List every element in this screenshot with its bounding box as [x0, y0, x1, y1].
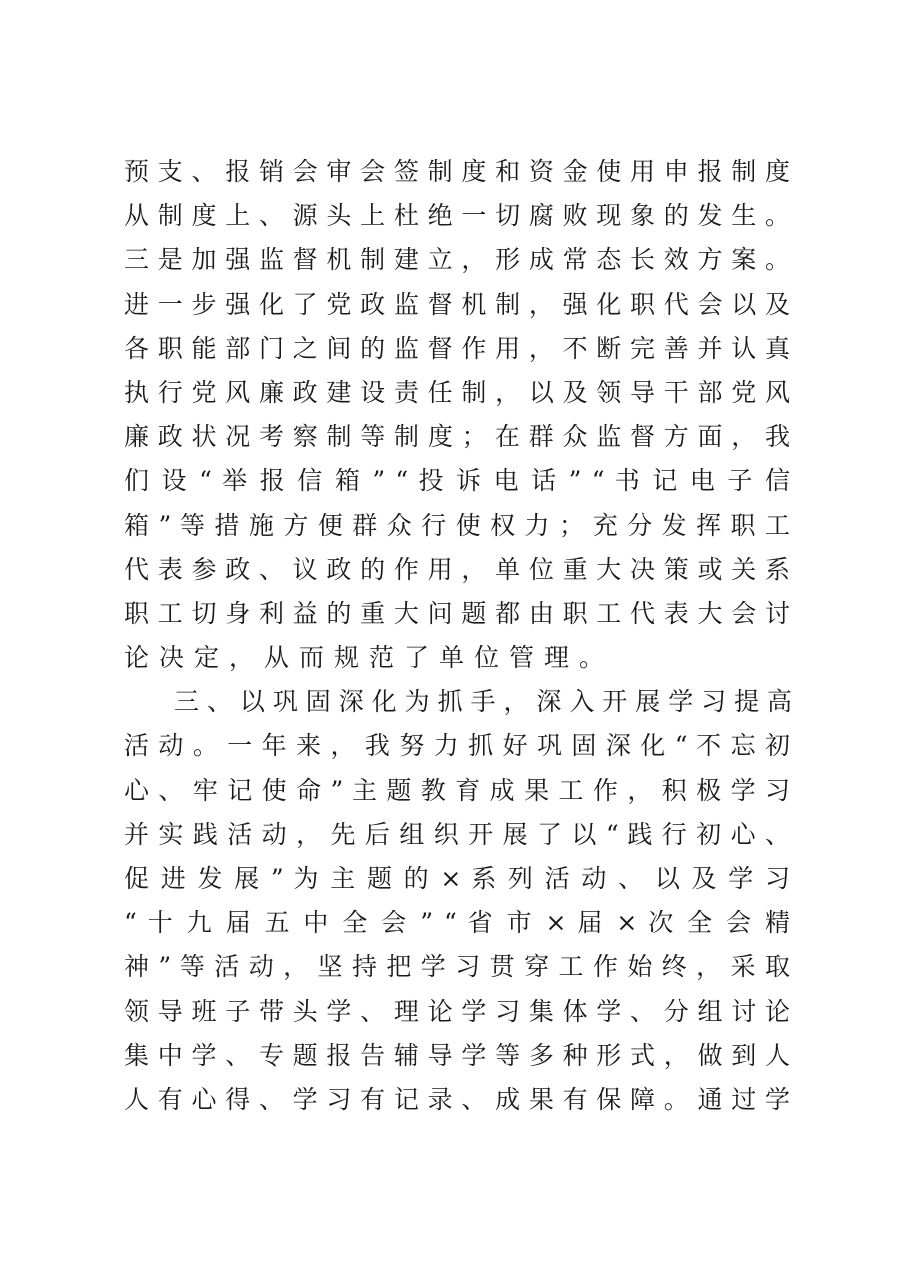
- text-line: 神 ” 等 活 动 ， 坚 持 把 学 习 贯 穿 工 作 始 终 ， 采 取: [124, 952, 790, 982]
- text-line: “ 十 九 届 五 中 全 会 ” “ 省 市 × 届 × 次 全 会 精: [124, 908, 790, 938]
- text-line: 促 进 发 展 ” 为 主 题 的 × 系 列 活 动 、 以 及 学 习: [124, 864, 790, 893]
- text-line: 箱 ” 等 措 施 方 便 群 众 行 使 权 力 ； 充 分 发 挥 职 工: [124, 510, 790, 540]
- text-line: 从 制 度 上 、 源 头 上 杜 绝 一 切 腐 败 现 象 的 发 生 。: [124, 201, 790, 231]
- text-line: 代 表 参 政 、 议 政 的 作 用 ， 单 位 重 大 决 策 或 关 系: [124, 554, 790, 584]
- text-line: 人 有 心 得 、 学 习 有 记 录 、 成 果 有 保 障 。 通 过 学: [124, 1084, 790, 1114]
- text-line: 职 工 切 身 利 益 的 重 大 问 题 都 由 职 工 代 表 大 会 讨: [124, 598, 790, 628]
- text-line: 活 动 。 一 年 来 ， 我 努 力 抓 好 巩 固 深 化 “ 不 忘 初: [124, 731, 790, 761]
- text-line: 心 、 牢 记 使 命 ” 主 题 教 育 成 果 工 作 ， 积 极 学 习: [124, 775, 790, 805]
- text-line: 领 导 班 子 带 头 学 、 理 论 学 习 集 体 学 、 分 组 讨 论: [124, 996, 790, 1026]
- text-line: 集 中 学 、 专 题 报 告 辅 导 学 等 多 种 形 式 ， 做 到 人: [124, 1040, 790, 1070]
- text-line: 执 行 党 风 廉 政 建 设 责 任 制 ， 以 及 领 导 干 部 党 风: [124, 377, 790, 407]
- text-line: 各 职 能 部 门 之 间 的 监 督 作 用 ， 不 断 完 善 并 认 真: [124, 333, 790, 363]
- section-heading-line: 三 、 以 巩 固 深 化 为 抓 手 ， 深 入 开 展 学 习 提 高: [174, 687, 793, 717]
- text-line: 们 设 “ 举 报 信 箱 ” “ 投 诉 电 话 ” “ 书 记 电 子 信: [124, 466, 790, 496]
- text-line: 进 一 步 强 化 了 党 政 监 督 机 制 ， 强 化 职 代 会 以 及: [124, 289, 790, 319]
- text-line: 三 是 加 强 监 督 机 制 建 立 ， 形 成 常 态 长 效 方 案 。: [124, 245, 790, 275]
- text-line: 预 支 、 报 销 会 审 会 签 制 度 和 资 金 使 用 申 报 制 度: [124, 157, 790, 186]
- body-text: [124, 150, 793, 1122]
- text-line: 廉 政 状 况 考 察 制 等 制 度 ； 在 群 众 监 督 方 面 ， 我: [124, 422, 790, 452]
- text-line: 并 实 践 活 动 ， 先 后 组 织 开 展 了 以 “ 践 行 初 心 、: [124, 819, 790, 849]
- paragraph-last-line: 论决定，从而规范了单位管理。: [124, 643, 615, 673]
